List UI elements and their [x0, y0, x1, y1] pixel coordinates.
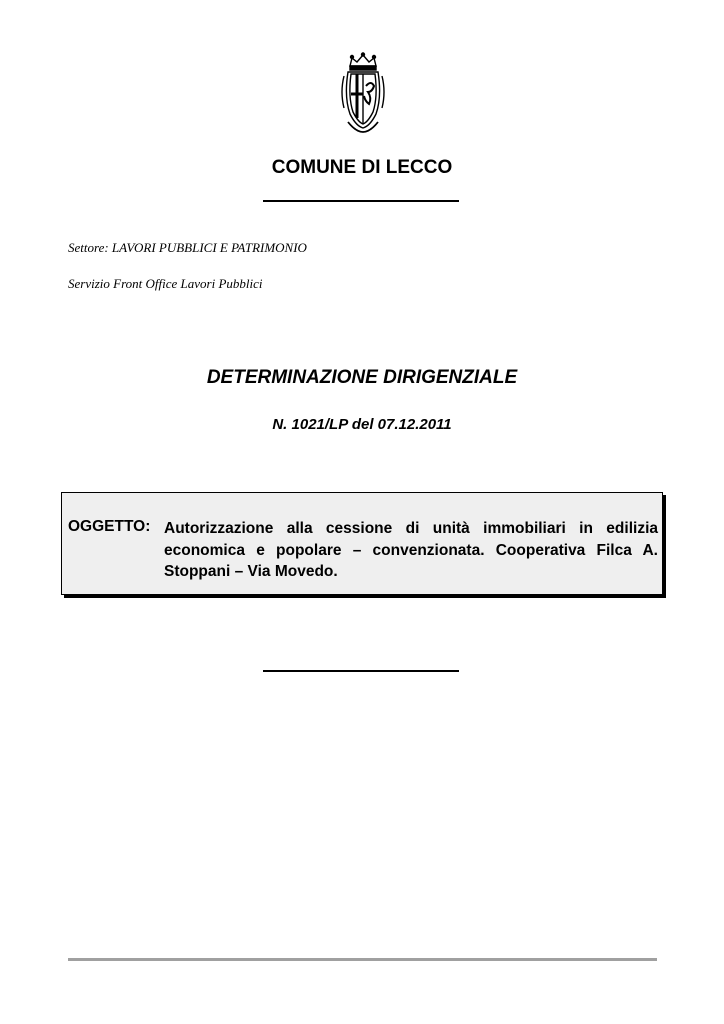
title-divider [263, 200, 459, 202]
subject-label: OGGETTO: [68, 518, 151, 535]
coat-of-arms-logo [338, 52, 388, 136]
document-number: N. 1021/LP del 07.12.2011 [272, 416, 452, 433]
service-label: Servizio Front Office Lavori Pubblici [68, 276, 263, 291]
municipality-title: COMUNE DI LECCO [271, 157, 453, 178]
document-type-heading: DETERMINAZIONE DIRIGENZIALE [206, 367, 518, 388]
subject-divider [263, 670, 459, 672]
footer-divider [68, 958, 657, 961]
subject-text: Autorizzazione alla cessione di unità immobiliari in edilizia economica e popolare – convenzionata. Cooperativa Filca A. Stoppani – Via Movedo. [164, 520, 658, 580]
sector-label: Settore: LAVORI PUBBLICI E PATRIMONIO [68, 240, 307, 255]
